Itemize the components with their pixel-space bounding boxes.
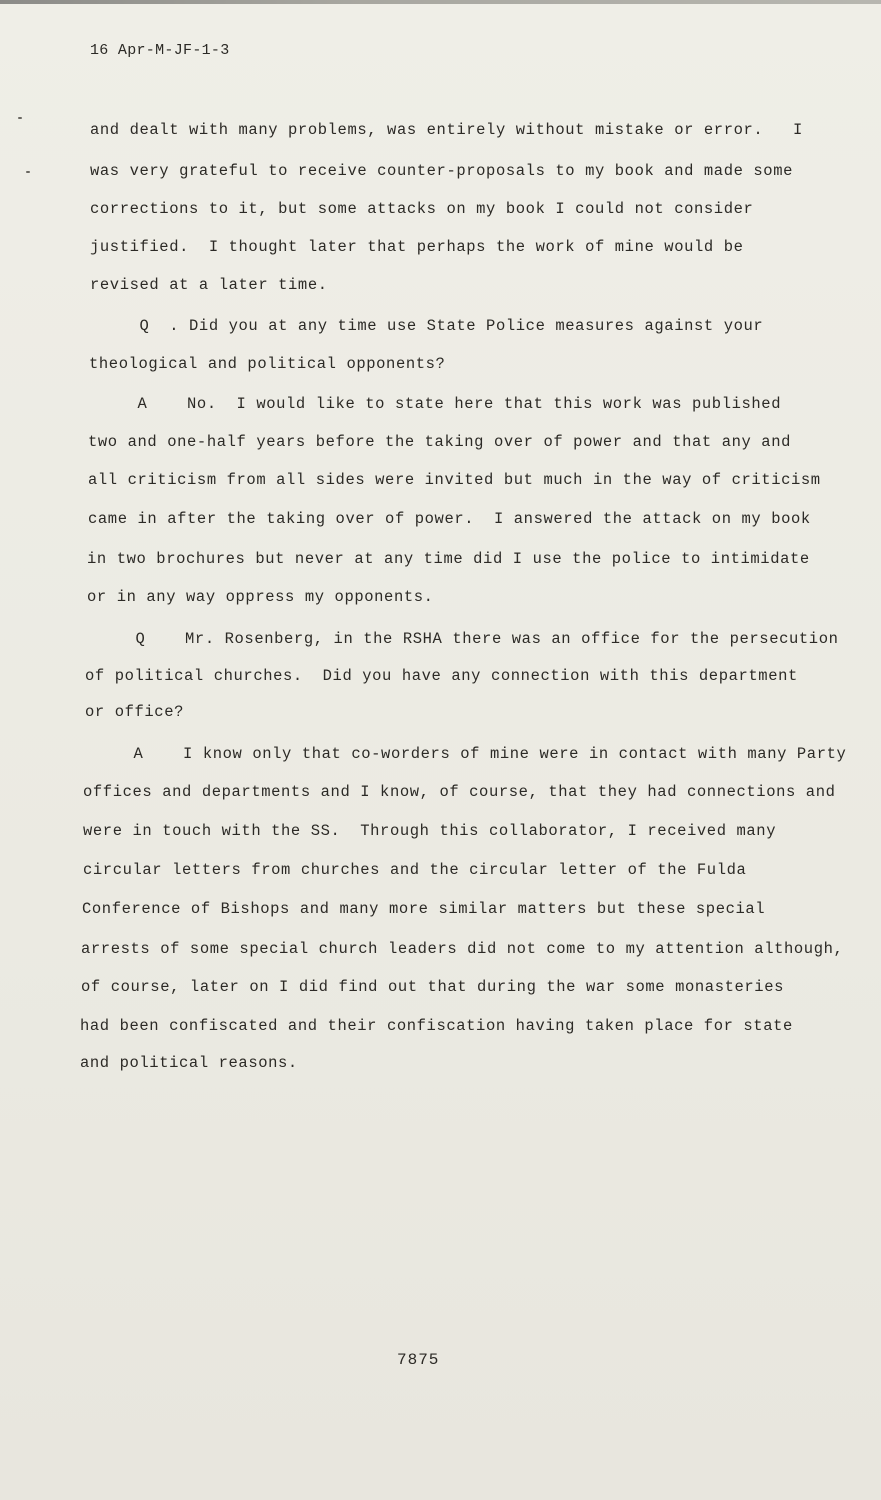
text-line: came in after the taking over of power. I answered the attack on my book bbox=[88, 510, 811, 528]
text-line: or in any way oppress my opponents. bbox=[87, 588, 434, 606]
text-line: of political churches. Did you have any connection with this department bbox=[85, 667, 798, 685]
margin-mark bbox=[18, 117, 22, 119]
text-line: circular letters from churches and the circular letter of the Fulda bbox=[83, 861, 747, 879]
page-number: 7875 bbox=[397, 1351, 440, 1369]
text-line: Conference of Bishops and many more similar matters but these special bbox=[82, 900, 766, 918]
text-line: or office? bbox=[85, 703, 185, 721]
text-line: and dealt with many problems, was entirely without mistake or error. I bbox=[90, 121, 803, 139]
text-line: revised at a later time. bbox=[90, 276, 328, 294]
text-line: A No. I would like to state here that this work was published bbox=[88, 395, 782, 413]
text-line: two and one-half years before the taking over of power and that any and bbox=[88, 433, 792, 451]
text-line: justified. I thought later that perhaps the work of mine would be bbox=[90, 238, 744, 256]
text-line: A I know only that co-worders of mine were in contact with many Party bbox=[84, 745, 847, 763]
margin-mark bbox=[26, 171, 30, 173]
text-line: Q Mr. Rosenberg, in the RSHA there was an office for the persecution bbox=[86, 630, 839, 648]
text-line: of course, later on I did find out that during the war some monasteries bbox=[81, 978, 785, 996]
text-line: corrections to it, but some attacks on my book I could not consider bbox=[90, 200, 754, 218]
text-line: in two brochures but never at any time did I use the police to intimidate bbox=[87, 550, 810, 568]
page-top-edge bbox=[0, 0, 881, 4]
text-line: theological and political opponents? bbox=[89, 355, 446, 373]
text-line: and political reasons. bbox=[80, 1054, 298, 1072]
text-line: was very grateful to receive counter-proposals to my book and made some bbox=[90, 162, 794, 180]
text-line: Q . Did you at any time use State Police measures against your bbox=[90, 317, 764, 335]
document-reference: 16 Apr-M-JF-1-3 bbox=[90, 42, 230, 59]
text-line: were in touch with the SS. Through this collaborator, I received many bbox=[83, 822, 777, 840]
text-line: offices and departments and I know, of course, that they had connections and bbox=[83, 783, 836, 801]
text-line: arrests of some special church leaders did not come to my attention although, bbox=[81, 940, 844, 958]
text-line: all criticism from all sides were invited but much in the way of criticism bbox=[88, 471, 821, 489]
text-line: had been confiscated and their confiscation having taken place for state bbox=[80, 1017, 793, 1035]
